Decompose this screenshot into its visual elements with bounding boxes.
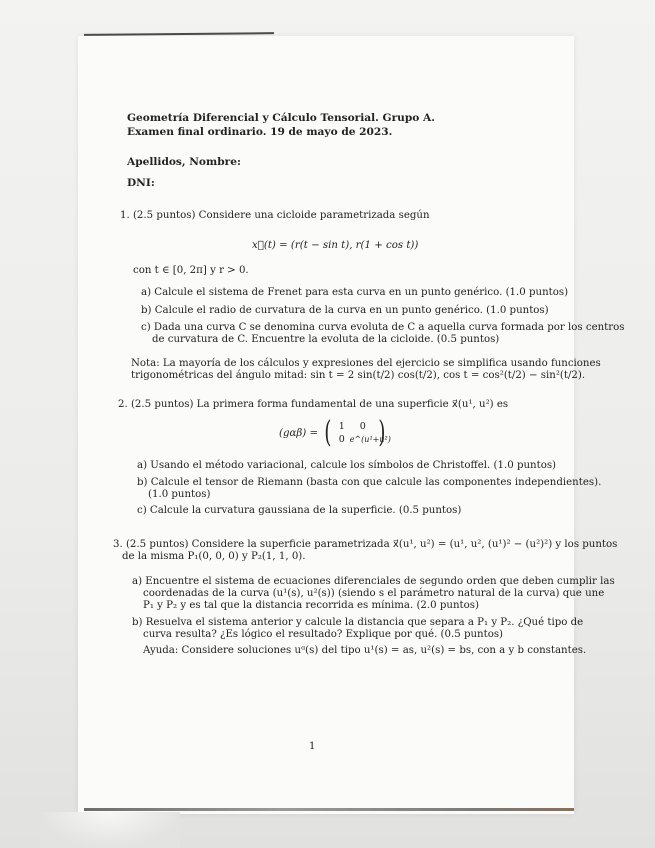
q2-item-a: a) Usando el método variacional, calcule los símbolos de Christoffel. (1.0 puntos) [137,460,557,471]
q2-item-b-line2: (1.0 puntos) [148,489,211,500]
q3-item-a-line1: a) Encuentre el sistema de ecuaciones diferenciales de segundo orden que deben cumplir las [132,576,615,587]
matrix-entry-11: 1 [338,420,345,432]
q3-item-a-line3: P₁ y P₂ y es tal que la distancia recorrida es mínima. (2.0 puntos) [143,600,479,611]
q2-matrix-lhs: (gαβ) = [279,427,319,439]
matrix-body [334,420,391,446]
q1-domain: con t ∈ [0, 2π] y r > 0. [133,265,249,276]
q2-item-b-line1: b) Calcule el tensor de Riemann (basta con que calcule las componentes independientes). [137,477,602,488]
q3-item-a-line2: coordenadas de la curva (u¹(s), u²(s)) (siendo s el parámetro natural de la curva) que une [143,588,605,599]
q3-item-b-line1: b) Resuelva el sistema anterior y calcule la distancia que separa a P₁ y P₂. ¿Qué tipo de [132,617,584,628]
q3-intro-line2: de la misma P₁(0, 0, 0) y P₂(1, 1, 0). [122,551,306,562]
exam-title: Geometría Diferencial y Cálculo Tensorial. Grupo A. [127,112,435,124]
q1-note-line1: Nota: La mayoría de los cálculos y expresiones del ejercicio se simplifica usando funciones [131,358,601,369]
dni-label: DNI: [127,177,155,189]
scan-corner-shadow [40,812,180,848]
q1-item-b: b) Calcule el radio de curvatura de la curva en un punto genérico. (1.0 puntos) [141,305,549,316]
q1-item-a: a) Calcule el sistema de Frenet para esta curva en un punto genérico. (1.0 puntos) [141,287,569,298]
q1-equation: x⃗(t) = (r(t − sin t), r(1 + cos t)) [252,240,419,251]
q2-metric-matrix [279,415,391,450]
matrix-entry-21: 0 [338,433,345,445]
q2-item-c: c) Calcule la curvatura gaussiana de la superficie. (0.5 puntos) [137,505,462,516]
q2-intro: 2. (2.5 puntos) La primera forma fundamental de una superficie x⃗(u¹, u²) es [118,399,509,410]
matrix-right-paren: ) [378,415,386,450]
matrix-entry-12: 0 [359,420,366,432]
exam-date: Examen final ordinario. 19 de mayo de 2023. [127,126,393,138]
q3-item-b-line2: curva resulta? ¿Es lógico el resultado? Explique por qué. (0.5 puntos) [143,629,504,640]
q1-note-line2: trigonométricas del ángulo mitad: sin t = 2 sin(t/2) cos(t/2), cos t = cos²(t/2) − sin²(t/2). [131,370,586,381]
paper-bottom-edge [84,808,574,811]
name-label: Apellidos, Nombre: [127,156,241,168]
q3-intro-line1: 3. (2.5 puntos) Considere la superficie parametrizada x⃗(u¹, u²) = (u¹, u², (u¹)² − (u²)²) y los puntos [113,539,618,550]
matrix-entry-22: e^(u¹+u²) [349,434,391,444]
page-number: 1 [309,741,316,752]
matrix-left-paren: ( [324,415,332,450]
q1-item-c-line2: de curvatura de C. Encuentre la evoluta de la cicloide. (0.5 puntos) [152,334,500,345]
q1-intro: 1. (2.5 puntos) Considere una cicloide parametrizada según [120,210,430,221]
q3-hint: Ayuda: Considere soluciones uᵅ(s) del tipo u¹(s) = as, u²(s) = bs, con a y b constantes. [143,645,587,656]
q1-item-c-line1: c) Dada una curva C se denomina curva evoluta de C a aquella curva formada por los centros [141,322,625,333]
